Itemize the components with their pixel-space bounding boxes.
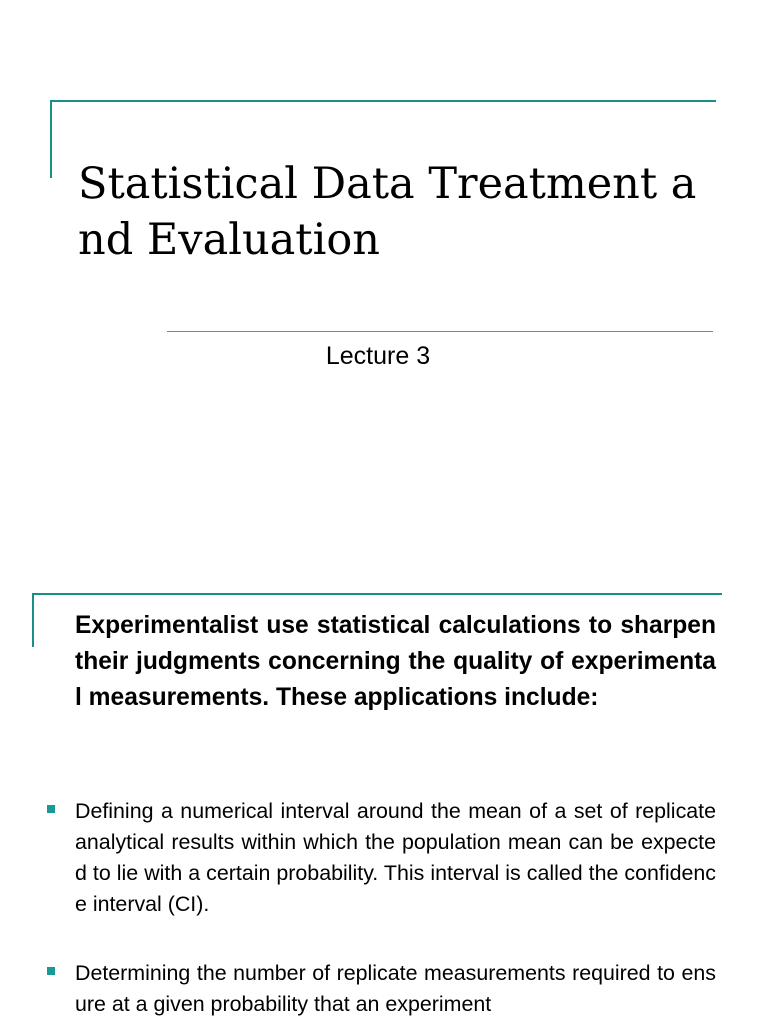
subtitle-divider [167,331,713,332]
content-frame-left-rule [32,593,34,647]
content-slide [0,576,768,1024]
bullet-text: Determining the number of replicate measurements required to ensure at a given probability that an experiment [75,961,716,1016]
slide-subtitle: Lecture 3 [325,342,431,370]
square-bullet-icon [47,967,55,975]
content-frame-top-rule [32,593,722,595]
slide-title: Statistical Data Treatment and Evaluation [78,159,697,265]
intro-paragraph: Experimentalist use statistical calculations to sharpen their judgments concerning the quality of experimental measurements. These applications include: [75,612,716,711]
list-item [0,796,768,920]
list-item [0,958,768,1020]
square-bullet-icon [47,805,55,813]
title-frame-top-rule [50,100,716,102]
bullet-list [0,796,768,1024]
bullet-text: Defining a numerical interval around the mean of a set of replicate analytical results within which the population mean can be expected to lie with a certain probability. This interval is called the confidence interval (CI). [75,799,716,916]
title-frame-left-rule [50,100,52,178]
